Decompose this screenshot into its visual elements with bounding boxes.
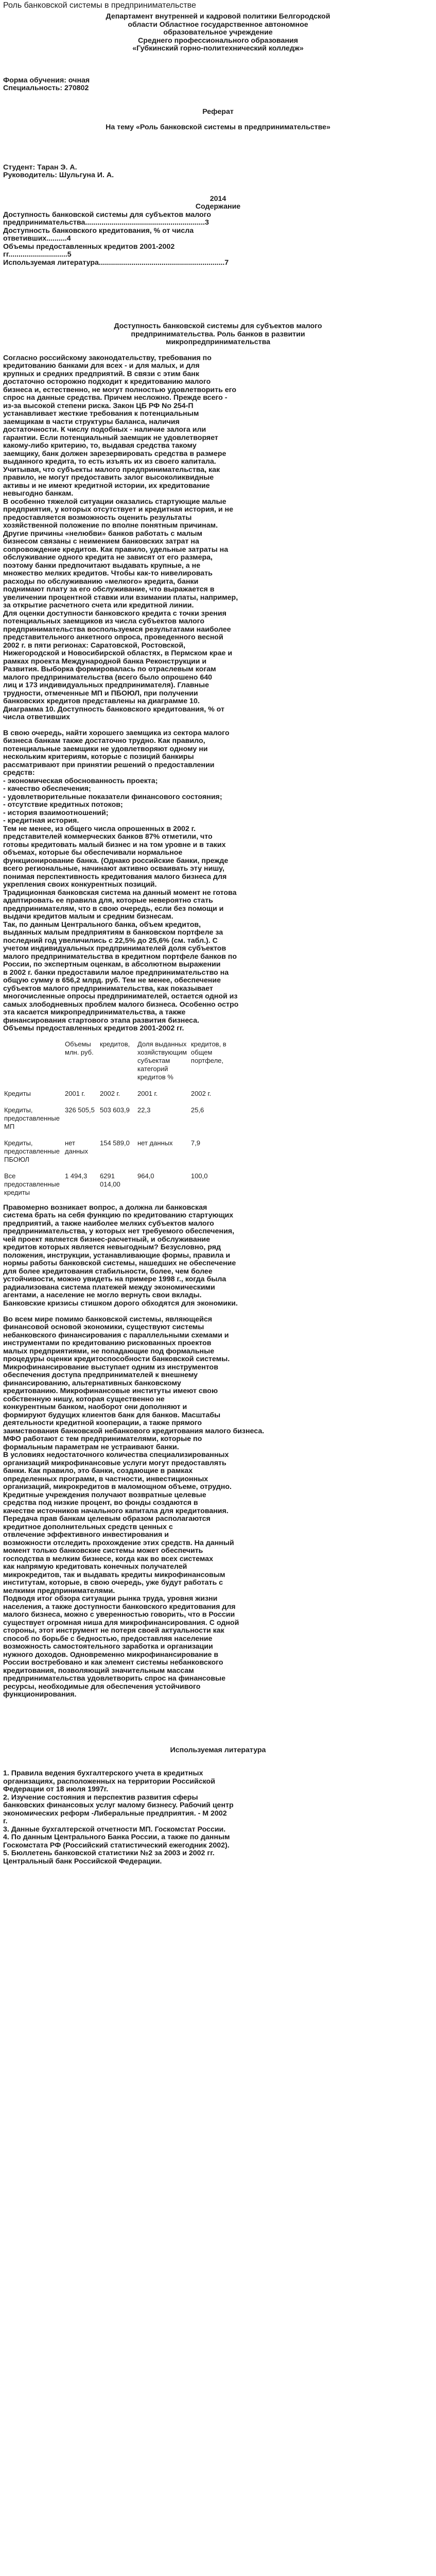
paragraph-line: выданных малым предприятиям в банковском портфеле за: [3, 928, 223, 937]
heading-line: предпринимательства. Роль банков в развитии: [131, 330, 305, 338]
referat-heading: Реферат: [202, 107, 234, 116]
paragraph-line: как напрямую кредитовать конечных получателей: [3, 1563, 187, 1571]
paragraph-line: банки. Как правило, это банки, создающие в рамках: [3, 1467, 193, 1475]
paragraph-line: выдачи кредитов малым и средним бизнесам.: [3, 912, 173, 921]
paragraph-line: бизнеса банкам также достаточно трудно. Как правило,: [3, 737, 205, 745]
paragraph-line: крупных и средних предприятий. В связи с этим банк: [3, 369, 199, 378]
paragraph-line: нескольким критериям, которые с позиций банкиры: [3, 753, 194, 761]
paragraph-line: активы и не имеют кредитной истории, их кредитование: [3, 481, 210, 490]
toc-line: Доступность банковской системы для субъектов малого: [3, 210, 212, 219]
paragraph-line: отвлечение эффективного инвестирования и: [3, 1531, 169, 1539]
paragraph-line: предприятия, у которых отсутствует и кредитная история, и не: [3, 505, 233, 514]
paragraph-line: Подводя итог обзора ситуации рынка труда, уровня жизни: [3, 1595, 218, 1603]
paragraph-line: Правомерно возникает вопрос, а должна ли банковская: [3, 1203, 207, 1212]
table-cell: Все предоставленные кредиты: [4, 1172, 60, 1196]
toc-line: Объемы предоставленных кредитов 2001-2002: [3, 242, 175, 251]
paragraph-line: трудности, отмеченные МП и ПБОЮЛ, при получении: [3, 689, 198, 698]
paragraph-line: малого предпринимательства (всего было опрошено 640: [3, 673, 213, 682]
table-header-cell: Объемы млн. руб.: [65, 1040, 94, 1056]
toc-line: ответивших..........4: [3, 234, 71, 243]
paragraph-line: заемщику, банк должен зарезервировать средства в размере: [3, 449, 226, 458]
paragraph-line: средства под низкие процент, во фонды создаются в: [3, 1499, 198, 1507]
paragraph-line: микрокредитов, так и выдавать кредиты микрофинансовым: [3, 1570, 225, 1579]
paragraph-line: выданного кредита, то есть изъять их из своего капитала.: [3, 457, 216, 466]
paragraph-line: учетом индивидуальных предпринимателей доля субъектов: [3, 944, 226, 953]
paragraph-line: обслуживание одного кредита не зависят от его размера,: [3, 553, 213, 562]
paragraph-line: Развития. Выборка формировалась по отраслевым когам: [3, 665, 216, 673]
paragraph-line: лиц и 173 индивидуальных предпринимателя). Главные: [3, 681, 210, 689]
header-line: области Областное государственное автономное: [128, 20, 308, 29]
paragraph-line: представителей коммерческих банков 87% отметили, что: [3, 833, 213, 841]
table-header-cell: кредитов, в общем портфеле,: [190, 1040, 226, 1064]
paragraph-line: предоставляется возможность оценить результаты: [3, 513, 192, 522]
paragraph-line: предприятий, а также наиболее мелких субъектов малого: [3, 1219, 214, 1228]
paragraph-line: спрос на данные средства. Причем несложно. Прежде всего -: [3, 394, 228, 402]
table-cell: Кредиты: [4, 1089, 31, 1097]
paragraph-line: последний год увеличились с 22,5% до 25,6% (см. табл.). С: [3, 936, 218, 945]
paragraph-line: сопровождение кредитов. Как правило, удельные затраты на: [3, 545, 229, 554]
paragraph-line: положения, инструкции, устанавливающие формы, правила и: [3, 1251, 231, 1260]
paragraph-line: малого предпринимательства в кредитном портфеле банков по: [3, 952, 237, 961]
paragraph-line: финансовой основой экономики, существуют системы: [3, 1323, 204, 1331]
section2-text: [3, 730, 433, 1033]
table-header-row: [3, 1036, 233, 1086]
paragraph-line: Кредитные учреждения получают возвратные целевые: [3, 1490, 206, 1499]
paragraph-line: хозяйственной положение по вполне понятным причинам.: [3, 521, 218, 530]
table-cell: 2001 г.: [65, 1089, 85, 1097]
paragraph-line: Традиционная банковская система на данный момент не готова: [3, 888, 237, 897]
paragraph-line: рассматривают при принятии решений о предоставлении: [3, 760, 215, 769]
paragraph-line: России, по экспертным оценкам, в абсолютном выражении: [3, 960, 221, 969]
table-cell: 326 505,5: [65, 1106, 95, 1114]
table-cell: 22,3: [137, 1106, 151, 1114]
paragraph-line: стороны, этот инструмент не потеря своей актуальности как: [3, 1626, 224, 1635]
paragraph-line: - отсутствие кредитных потоков;: [3, 801, 123, 809]
reference-line: 5. Бюллетень банковской статистики №2 за 2003 и 2002 гг.: [3, 1849, 215, 1857]
paragraph-line: радиализована система платежей между экономическими: [3, 1283, 215, 1292]
paragraph-line: числа ответивших: [3, 713, 71, 721]
paragraph-line: нормы работы банковской системы, нашедших не обеспечение: [3, 1259, 236, 1267]
paragraph-line: собственную нишу, которая существенно не: [3, 1395, 165, 1403]
paragraph-line: невыгодно банкам.: [3, 489, 74, 498]
paragraph-line: за открытие расчетного счета или кредитной линии.: [3, 601, 194, 609]
paragraph-line: готовы кредитовать малый бизнес и на том уровне и в таких: [3, 840, 226, 849]
contents-heading: Содержание: [195, 202, 241, 211]
table-cell: 100,0: [190, 1172, 208, 1180]
loans-table: [3, 1036, 233, 1201]
toc-line: гг.............................5: [3, 250, 72, 259]
reference-line: организациях, расположенных на территории Российской: [3, 1777, 215, 1786]
table-cell: 1 494,3: [65, 1172, 88, 1180]
paragraph-line: В особенно тяжелой ситуации оказались стартующие малые: [3, 497, 226, 506]
table-subheader-row: [3, 1086, 233, 1102]
reference-line: Центральный банк Российской Федерации.: [3, 1857, 162, 1866]
paragraph-line: Объемы предоставленных кредитов 2001-2002 гг.: [3, 1024, 184, 1032]
paragraph-line: многочисленные опросы предпринимателей, остается одной из: [3, 992, 238, 1001]
paragraph-line: объемах, которые бы обеспечивали нормальное: [3, 849, 183, 857]
paragraph-line: нужного доходов. Одновременно микрофинансирование в: [3, 1650, 219, 1659]
paragraph-line: финансирования стартового этапа развития бизнеса.: [3, 1016, 199, 1025]
paragraph-line: множество мелких кредитов. Чтобы как-то нивелировать: [3, 569, 213, 578]
table-cell: Кредиты, предоставленные МП: [4, 1106, 60, 1130]
section1-text: [3, 354, 433, 722]
paragraph-line: поэтому банки предпочитают выдавать крупные, а не: [3, 561, 201, 570]
header-line: Среднего профессионального образования: [138, 36, 298, 45]
table-cell: 2002 г.: [100, 1089, 120, 1097]
reference-line: 1. Правила ведения бухгалтерского учета в кредитных: [3, 1769, 203, 1777]
paragraph-line: господства в мелким бизнесе, когда как во всех системах: [3, 1554, 213, 1563]
paragraph-line: рамках проекта Международной банка Реконструкции и: [3, 657, 207, 666]
supervisor: Руководитель: Шульгуна И. А.: [3, 171, 114, 179]
paragraph-line: функционирования.: [3, 1690, 77, 1699]
table-cell: нет данных: [137, 1139, 173, 1147]
table-of-contents: [3, 211, 433, 267]
paragraph-line: Во всем мире помимо банковской системы, являющейся: [3, 1315, 213, 1324]
paragraph-line: бизнесом связаны с неимением банковских затрат на: [3, 537, 199, 546]
paragraph-line: Другие причины «нелюбви» банков работать с малым: [3, 529, 203, 538]
paragraph-line: [3, 1308, 433, 1316]
paragraph-line: потенциальные заемщики не удовлетворяют одному ни: [3, 744, 208, 753]
paragraph-line: процедуры оценки кредитоспособности банковской системы.: [3, 1355, 230, 1363]
table-header-cell: кредитов,: [100, 1040, 130, 1048]
paragraph-line: агентами, а население не могло вернуть свои вклады.: [3, 1291, 202, 1299]
paragraph-line: способ по борьбе с бедностью, предоставляя население: [3, 1634, 213, 1643]
paragraph-line: возможности отследить прохождение этих средств. На данный: [3, 1538, 234, 1547]
paragraph-line: кредитованию банками для всех - и для малых, и для: [3, 362, 200, 370]
reference-line: Федерации от 18 июля 1997г.: [3, 1785, 109, 1793]
header-line: образовательное учреждение: [163, 28, 273, 37]
paragraph-line: Так, по данным Центрального банка, объем кредитов,: [3, 920, 201, 929]
table-header-cell: [3, 1036, 64, 1086]
paragraph-line: адаптировать ее правила для, которые невероятно стать: [3, 896, 213, 905]
paragraph-line: самых злободневных проблем малого бизнеса. Особенно остро: [3, 1000, 239, 1009]
paragraph-line: устанавливает жесткие требования к потенциальным: [3, 410, 199, 418]
table-cell: 25,6: [190, 1106, 204, 1114]
paragraph-line: для более кредитования стабильности, более, чем более: [3, 1267, 213, 1276]
paragraph-line: определенных программ, в частности, инвестиционных: [3, 1475, 208, 1483]
paragraph-line: поднимают плату за его обслуживание, что выражается в: [3, 585, 215, 594]
paragraph-line: система брать на себя функцию по кредитованию стартующих: [3, 1211, 234, 1219]
toc-line: Доступность банковского кредитования, % от числа: [3, 226, 194, 235]
paragraph-line: В условиях недостаточного количества специализированных: [3, 1451, 229, 1459]
paragraph-line: правило, не могут предоставить залог высоколиквидные: [3, 473, 214, 482]
paragraph-line: Банковские кризисы стишком дорого обходятся для экономики.: [3, 1299, 238, 1308]
paragraph-line: момент только банковские системы может обеспечить: [3, 1547, 203, 1555]
paragraph-line: финансированию, альтернативных банковскому: [3, 1379, 181, 1387]
paragraph-line: Передача прав банкам целевым образом располагаются: [3, 1515, 211, 1523]
reference-line: Госкомстата РФ (Российский статистический ежегодник 2002).: [3, 1841, 230, 1850]
table-cell: 6291 014,00: [100, 1172, 120, 1188]
table-row: [3, 1135, 233, 1168]
paragraph-line: - удовлетворительные показатели финансового состояния;: [3, 792, 222, 801]
reference-line: г.: [3, 1817, 8, 1825]
paragraph-line: - история взаимоотношений;: [3, 808, 109, 817]
paragraph-line: средств:: [3, 769, 35, 777]
toc-line: предпринимательства...........................................................3: [3, 218, 209, 227]
paragraph-line: МФО работают с тем предпринимателями, которые по: [3, 1435, 202, 1443]
paragraph-line: институтам, которые, в свою очередь, уже будут работать с: [3, 1579, 223, 1587]
paragraph-line: увеличении процентной ставки или взимании платы, например,: [3, 593, 238, 602]
table-cell: Кредиты, предоставленные ПБОЮЛ: [4, 1139, 60, 1163]
table-cell: 2001 г.: [137, 1089, 158, 1097]
table-cell: 2002 г.: [190, 1089, 212, 1097]
paragraph-line: кредитное дополнительных средств ценных с: [3, 1522, 173, 1531]
reference-line: экономических реформ -Либеральные предприятия. - М 2002: [3, 1809, 227, 1818]
literature-heading: Используемая литература: [170, 1745, 266, 1754]
paragraph-line: формируют будущих клиентов банк для банков. Масштабы: [3, 1411, 221, 1419]
reference-line: 2. Изучение состояния и перспектив развития сферы: [3, 1793, 198, 1802]
specialty: Специальность: 270802: [3, 84, 89, 92]
paragraph-line: - качество обеспечения;: [3, 785, 91, 793]
paragraph-line: кредитования, позволяющий значительным массам: [3, 1666, 194, 1675]
paragraph-line: функционирование банка. (Однако российские банки, прежде: [3, 856, 229, 865]
reference-line: 4. По данным Центрального Банка России, а также по данным: [3, 1833, 230, 1841]
paragraph-line: укрепления своих конкурентных позиций.: [3, 880, 157, 889]
paragraph-line: кредитованию. Микрофинансовые институты имеют свою: [3, 1387, 218, 1395]
paragraph-line: предпринимательства, у которых нет требуемого обеспечения,: [3, 1227, 234, 1235]
table-cell: 964,0: [137, 1172, 154, 1180]
paragraph-line: какому-либо критерию, то, выдавая средства такому: [3, 442, 197, 450]
paragraph-line: достаточно осторожно подходит к кредитованию малого: [3, 378, 211, 386]
table-cell: 503 603,9: [100, 1106, 130, 1114]
paragraph-line: бизнеса и, естественно, не могут полностью удовлетворить его: [3, 385, 237, 394]
paragraph-line: субъектов малого предпринимательства, как показывает: [3, 984, 213, 993]
paragraph-line: в 2002 г. банки предоставили малое предпринимательство на: [3, 968, 229, 977]
paragraph-line: заемщикам в части структуры баланса, наличия: [3, 417, 180, 426]
paragraph-line: общую сумму в 656,2 млрд. руб. Тем не менее, обеспечение: [3, 976, 221, 985]
paragraph-line: 2002 г. в пяти регионах: Саратовской, Ростовской,: [3, 641, 186, 650]
paragraph-line: предпринимательства удовлетворить спрос на финансовые: [3, 1674, 226, 1683]
paragraph-line: предпринимателям, что в свою очередь, если без помощи и: [3, 904, 224, 913]
document-title: Роль банковской системы в предпринимательстве: [3, 1, 196, 10]
form-of-study: Форма обучения: очная: [3, 76, 90, 84]
reference-line: 3. Данные бухгалтерской отчетности МП. Госкомстат России.: [3, 1825, 226, 1834]
paragraph-line: организаций микрофинансовые услуги могут предоставлять: [3, 1459, 226, 1467]
paragraph-line: Микрофинансирование выступает одним из инструментов: [3, 1363, 218, 1371]
paragraph-line: качестве источников начального капитала для кредитования.: [3, 1506, 229, 1515]
paragraph-line: В свою очередь, найти хорошего заемщика из сектора малого: [3, 728, 230, 737]
paragraph-line: ресурсы, необходимые для обеспечения устойчивого: [3, 1682, 201, 1691]
paragraph-line: устойчивости, можно увидеть на примере 1998 г., когда была: [3, 1275, 226, 1283]
paragraph-line: из-за высокой степени риска. Закон ЦБ РФ No 254-П: [3, 401, 194, 410]
paragraph-line: достаточности. К числу подобных - наличие залога или: [3, 426, 206, 434]
paragraph-line: банковских кредитов представлены на диаграмме 10.: [3, 697, 200, 705]
references-list: [3, 1770, 433, 1866]
paragraph-line: кредитов которых является невыгодным? Безусловно, ряд: [3, 1243, 221, 1251]
section1-heading: [3, 323, 433, 347]
paragraph-line: организаций, микрокредитов в маломощном объеме, отрудно.: [3, 1483, 232, 1491]
paragraph-line: эта касается микропредпринимательства, а также: [3, 1008, 186, 1016]
paragraph-line: малого бизнеса, можно с уверенностью говорить, что в России: [3, 1611, 235, 1619]
table-cell: 154 589,0: [100, 1139, 130, 1147]
paragraph-line: деятельности кредитной кооперации, а также прямого: [3, 1419, 202, 1427]
paragraph-line: небанковского финансирования с параллельными схемами и: [3, 1331, 229, 1340]
paragraph-line: обеспечения доступа предпринимателей к внешнему: [3, 1371, 198, 1379]
header-line: «Губкинский горно-политехнический колледж»: [132, 44, 304, 53]
paragraph-line: существует огромная ниша для микрофинансирования. С одной: [3, 1618, 239, 1627]
paragraph-line: возможность самостоятельного заработка и организации: [3, 1642, 213, 1651]
paragraph-line: гарантии. Если потенциальный заемщик не удовлетворяет: [3, 433, 218, 442]
paragraph-line: чей проект является бизнес-расчетный, и обслуживание: [3, 1235, 211, 1244]
paragraph-line: всего региональные, начинают активно осваивать эту нишу,: [3, 865, 224, 873]
paragraph-line: - экономическая обоснованность проекта;: [3, 776, 158, 785]
paragraph-line: предпринимательства воспользуемся результатами наиболее: [3, 625, 231, 634]
paragraph-line: Учитывая, что субъекты малого предпринимательства, как: [3, 465, 220, 474]
paragraph-line: понимая перспективность кредитования малого бизнеса для: [3, 872, 227, 881]
heading-line: микропредпринимательства: [165, 338, 271, 346]
paragraph-line: потенциальных заемщиков из числа субъектов малого: [3, 617, 205, 625]
table-row: [3, 1168, 233, 1201]
paragraph-line: представительного анкетного опроса, проведенного весной: [3, 633, 223, 641]
paragraph-line: конкурентным банком, наоборот они дополняют и: [3, 1403, 187, 1411]
heading-line: Доступность банковской системы для субъектов малого: [114, 322, 322, 330]
paragraph-line: Нижегородской и Новосибирской областях, в Пермском крае и: [3, 649, 233, 657]
paragraph-line: населения, а также доступности банковского кредитования для: [3, 1602, 236, 1611]
paragraph-line: России востребовано и как элемент системы небанковского: [3, 1658, 223, 1667]
paragraph-line: малых предприятиями, не попадающие под формальные: [3, 1347, 215, 1355]
section3-text: [3, 1204, 433, 1699]
paragraph-line: Для оценки доступности банковского кредита с точки зрения: [3, 609, 226, 618]
year: 2014: [210, 194, 226, 203]
paragraph-line: Согласно российскому законодательству, требования по: [3, 353, 212, 362]
student: Студент: Таран Э. А.: [3, 163, 77, 172]
topic: На тему «Роль банковской системы в предпринимательстве»: [106, 123, 330, 131]
header-line: Департамент внутренней и кадровой политики Белгородской: [106, 12, 330, 21]
toc-line: Используемая литература..............................................................7: [3, 258, 229, 267]
table-row: [3, 1102, 233, 1135]
reference-line: банковских финансовых услуг малому бизнесу. Рабочий центр: [3, 1801, 234, 1809]
paragraph-line: Тем не менее, из общего числа опрошенных в 2002 г.: [3, 824, 196, 833]
paragraph-line: Диаграмма 10. Доступность банковского кредитования, % от: [3, 705, 224, 714]
paragraph-line: инструментами по кредитованию рискованных проектов: [3, 1339, 212, 1347]
document-page: [3, 0, 433, 1866]
institution-header: [3, 13, 433, 53]
paragraph-line: расходы по обслуживанию «мелкого» кредита, банки: [3, 577, 199, 586]
table-header-cell: Доля выданных хозяйствующим субъектам категорий кредитов %: [137, 1040, 187, 1081]
paragraph-line: мелкими предпринимателями.: [3, 1586, 115, 1595]
paragraph-line: формальным параметрам не устраивают банки.: [3, 1443, 179, 1451]
paragraph-line: - кредитная история.: [3, 817, 79, 825]
table-cell: нет данных: [65, 1139, 89, 1155]
paragraph-line: заимствования банковской небанкового кредитования малого бизнеса.: [3, 1427, 265, 1435]
table-cell: 7,9: [190, 1139, 200, 1147]
